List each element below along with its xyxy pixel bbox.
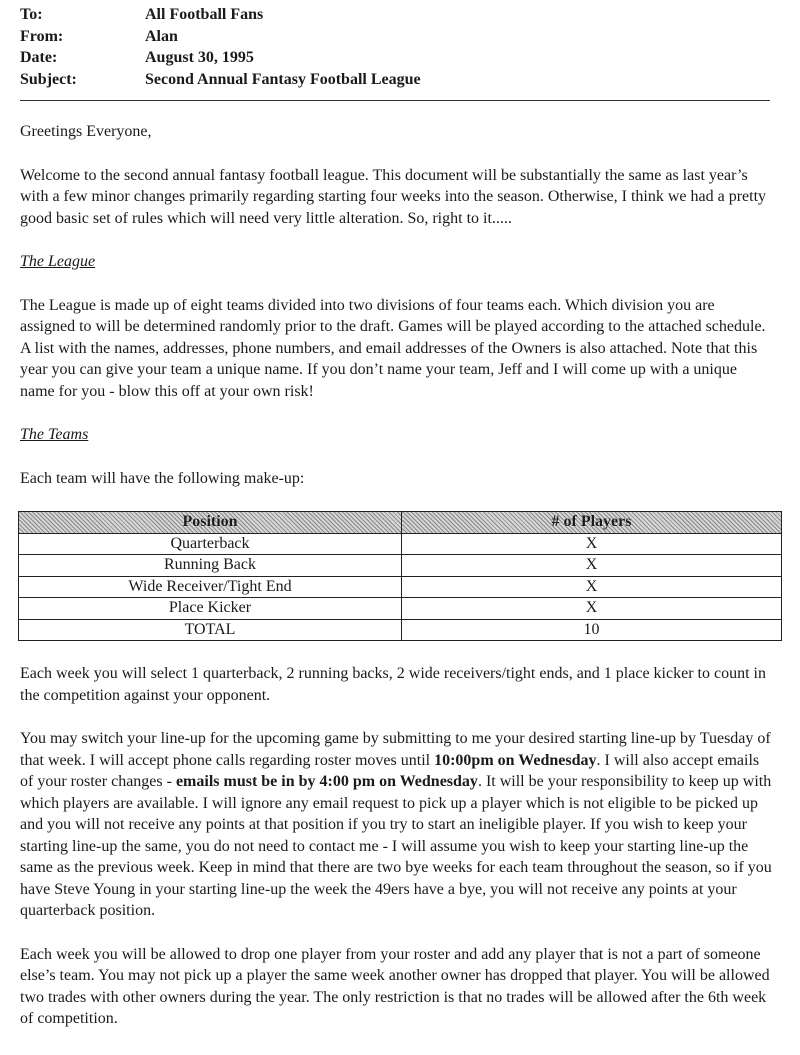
count-cell: X bbox=[402, 555, 782, 577]
players-header: # of Players bbox=[402, 512, 782, 534]
subject-value: Second Annual Fantasy Football League bbox=[145, 70, 421, 88]
table-row bbox=[19, 533, 782, 555]
count-cell: X bbox=[402, 533, 782, 555]
lineup-paragraph bbox=[20, 728, 772, 922]
intro-paragraph: Welcome to the second annual fantasy football league. This document will be substantially the same as last year’s with a few minor changes primarily regarding starting four weeks into the season. Otherwise, I think we had a pretty good basic set of rules which will need very little alteration. So, right to it..... bbox=[20, 166, 767, 227]
header-divider bbox=[20, 100, 770, 101]
table-row bbox=[19, 598, 782, 620]
from-row bbox=[20, 26, 772, 48]
lineup-text-3: . It will be your responsibility to keep up with which players are available. I will ignore any email request to pick up a player which is not eligible to be picked up and you will not receive any points at that position if you try to start an ineligible player. If you wish to keep your starting line-up the same, you do not need to contact me - I will assume you wish to keep your starting line-up the same as the previous week. Keep in mind that there are two bye weeks for each team throughout the season, so if you have Steve Young in your starting line-up the week the 49ers have a bye, you will not receive any points at your quarterback position. bbox=[20, 773, 772, 919]
date-label: Date: bbox=[20, 49, 58, 66]
position-cell: Running Back bbox=[19, 555, 402, 577]
lineup-text-2: . I will also accept emails of your roster changes - bbox=[20, 751, 760, 790]
to-row bbox=[20, 4, 772, 26]
roster-table bbox=[18, 511, 782, 641]
teams-section-title: The Teams bbox=[20, 426, 89, 443]
position-cell: Wide Receiver/Tight End bbox=[19, 576, 402, 598]
total-label-cell: TOTAL bbox=[19, 619, 402, 641]
total-count-cell: 10 bbox=[402, 619, 782, 641]
subject-label: Subject: bbox=[20, 70, 77, 88]
weekly-selection-paragraph: Each week you will select 1 quarterback, 2 running backs, 2 wide receivers/tight ends, and 1 place kicker to count in the competition against your opponent. bbox=[20, 665, 766, 704]
position-cell: Place Kicker bbox=[19, 598, 402, 620]
league-section-title: The League bbox=[20, 253, 96, 270]
to-value: All Football Fans bbox=[145, 6, 264, 23]
table-row bbox=[19, 576, 782, 598]
to-label: To: bbox=[20, 6, 43, 23]
position-header: Position bbox=[19, 512, 402, 534]
email-deadline: emails must be in by 4:00 pm on Wednesday bbox=[175, 773, 478, 790]
greeting: Greetings Everyone, bbox=[20, 123, 152, 140]
drop-add-paragraph: Each week you will be allowed to drop one player from your roster and add any player that is not a part of someone else’s team. You may not pick up a player the same week another owner has dropped that player. You will be allowed two trades with other owners during the year. The only restriction is that no trades will be allowed after the 6th week of competition. bbox=[20, 945, 770, 1027]
count-cell: X bbox=[402, 598, 782, 620]
table-total-row bbox=[19, 619, 782, 641]
memo-page bbox=[20, 4, 772, 1030]
phone-deadline: 10:00pm on Wednesday bbox=[434, 751, 597, 769]
count-cell: X bbox=[402, 576, 782, 598]
date-value: August 30, 1995 bbox=[145, 49, 254, 66]
teams-intro: Each team will have the following make-up: bbox=[20, 469, 305, 487]
league-paragraph: The League is made up of eight teams divided into two divisions of four teams each. Which division you are assigned to will be determined randomly prior to the draft. Games will be played according to the attached schedule. A list with the names, addresses, phone numbers, and email addresses of the Owners is also attached. Note that this year you can give your team a unique name. If you don’t name your team, Jeff and I will come up with a unique name for you - blow this off at your own risk! bbox=[20, 296, 766, 400]
memo-header bbox=[20, 4, 772, 90]
table-header-row bbox=[19, 512, 782, 534]
table-row bbox=[19, 555, 782, 577]
subject-row bbox=[20, 69, 772, 91]
from-label: From: bbox=[20, 27, 64, 45]
date-row bbox=[20, 47, 772, 69]
from-value: Alan bbox=[145, 27, 178, 45]
lineup-text-1: You may switch your line-up for the upcoming game by submitting to me your desired starting line-up by Tuesday of that week. I will accept phone calls regarding roster moves until bbox=[20, 730, 771, 769]
position-cell: Quarterback bbox=[19, 533, 402, 555]
